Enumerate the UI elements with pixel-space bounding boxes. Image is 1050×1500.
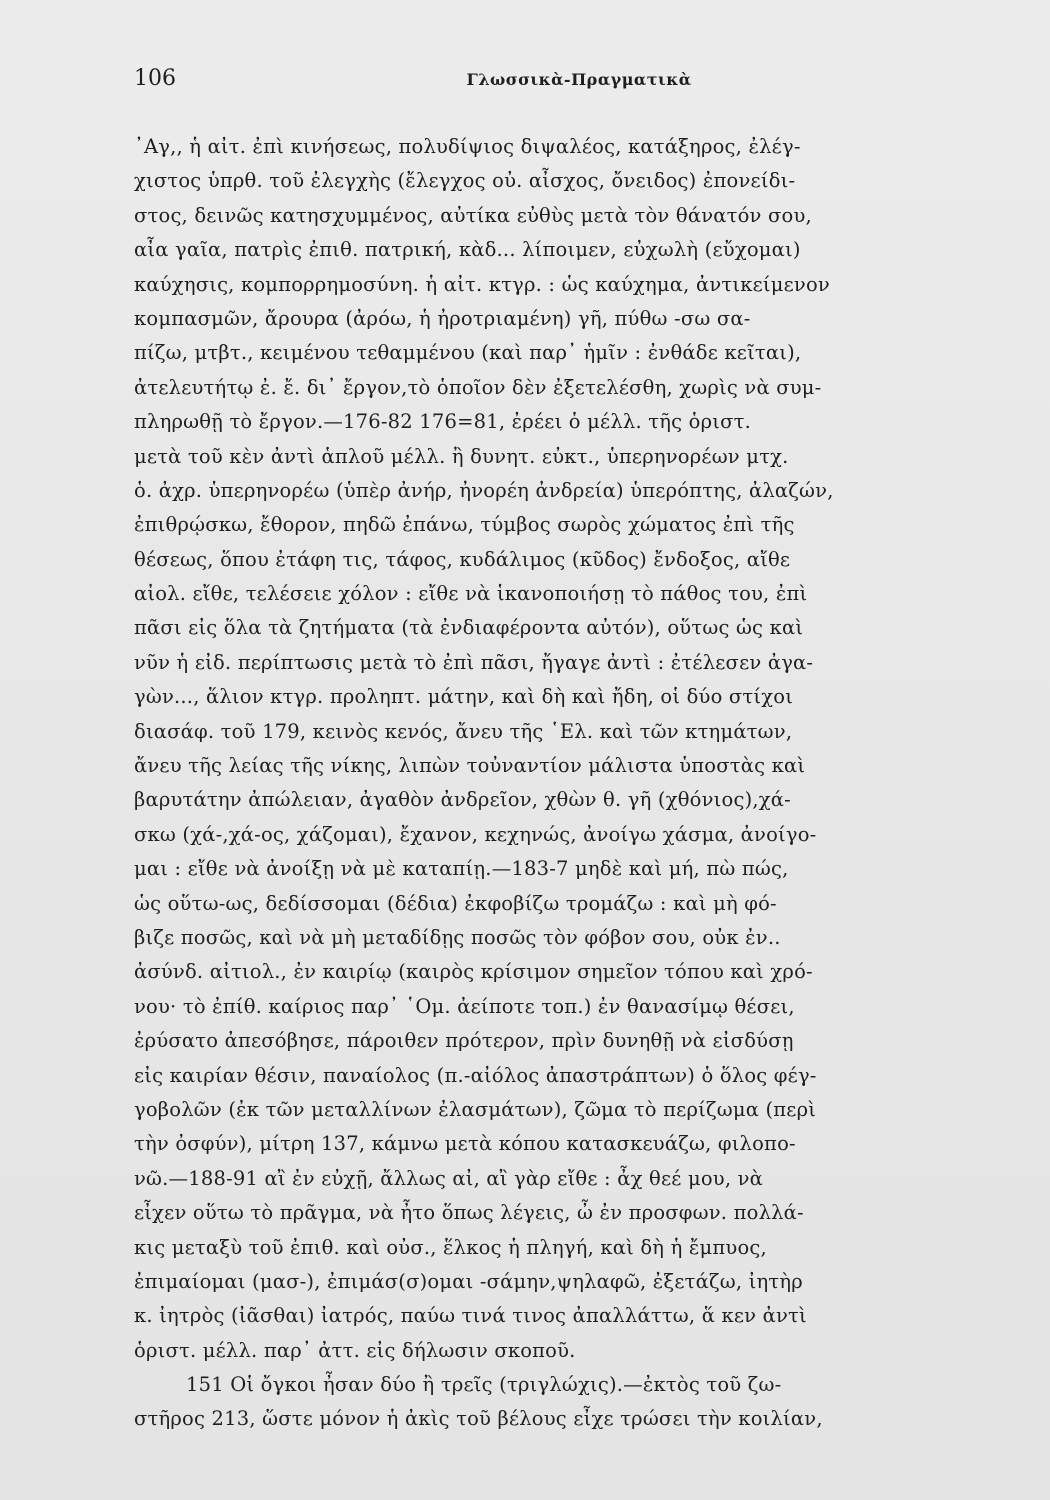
text-line: στος, δεινῶς κατησχυμμένος, αὐτίκα εὐθὺς μετὰ τὸν θάνατόν σου, — [134, 203, 812, 227]
text-line: σκω (χά-,χά-ος, χάζομαι), ἔχανον, κεχηνώς, ἀνοίγω χάσμα, ἀνοίγο- — [134, 822, 817, 846]
text-line: πληρωθῇ τὸ ἔργον.—176-82 176=81, ἐρέει ὁ μέλλ. τῆς ὁριστ. — [134, 410, 751, 434]
text-line: ᾿Αγ,, ἡ αἰτ. ἐπὶ κινήσεως, πολυδίψιος διψαλέος, κατάξηρος, ἐλέγ- — [134, 135, 801, 158]
page-number: 106 — [134, 66, 176, 91]
text-line: αἶα γαῖα, πατρὶς ἐπιθ. πατρική, κὰδ... λίποιμεν, εὐχωλὴ (εὔχομαι) — [134, 238, 801, 262]
text-line: ἀσύνδ. αἰτιολ., ἐν καιρίῳ (καιρὸς κρίσιμον σημεῖον τόπου καὶ χρό- — [134, 960, 813, 984]
running-title: Γλωσσικὰ-Πραγματικὰ — [466, 70, 692, 89]
text-line: ἀτελευτήτῳ ἐ. ἔ. δι᾿ ἔργον,τὸ ὁποῖον δὲν ἐξετελέσθη, χωρὶς νὰ συμ- — [134, 375, 822, 399]
text-line: νῦν ἡ εἰδ. περίπτωσις μετὰ τὸ ἐπὶ πᾶσι, ἤγαγε ἀντὶ : ἐτέλεσεν ἀγα- — [134, 650, 814, 674]
text-line: ἐρύσατο ἀπεσόβησε, πάροιθεν πρότερον, πρὶν δυνηθῇ νὰ εἰσδύσῃ — [134, 1029, 794, 1053]
text-line: εἶχεν οὕτω τὸ πρᾶγμα, νὰ ἦτο ὅπως λέγεις, ὦ ἐν προσφων. πολλά- — [134, 1201, 804, 1225]
commentary-body — [134, 130, 1034, 1437]
text-line: εἰς καιρίαν θέσιν, παναίολος (π.-αἰόλος ἀπαστράπτων) ὁ ὅλος φέγ- — [134, 1063, 817, 1087]
text-line: καύχησις, κομπορρημοσύνη. ἡ αἰτ. κτγρ. : ὡς καύχημα, ἀντικείμενον — [134, 272, 830, 296]
text-line: μαι : εἴθε νὰ ἀνοίξῃ νὰ μὲ καταπίῃ.—183-7 μηδὲ καὶ μή, πὼ πώς, — [134, 857, 789, 881]
text-line: ὁ. ἀχρ. ὑπερηνορέω (ὑπὲρ ἀνήρ, ἠνορέη ἀνδρεία) ὑπερόπτης, ἀλαζών, — [134, 478, 834, 502]
text-line: μετὰ τοῦ κὲν ἀντὶ ἁπλοῦ μέλλ. ἢ δυνητ. εὐκτ., ὑπερηνορέων μτχ. — [134, 444, 789, 468]
text-line: αἰολ. εἴθε, τελέσειε χόλον : εἴθε νὰ ἱκανοποιήσῃ τὸ πάθος του, ἐπὶ — [134, 582, 808, 606]
text-line: θέσεως, ὅπου ἐτάφη τις, τάφος, κυδάλιμος (κῦδος) ἔνδοξος, αἴθε — [134, 547, 791, 571]
page-header — [134, 66, 1034, 106]
text-line: κις μεταξὺ τοῦ ἐπιθ. καὶ οὐσ., ἕλκος ἡ πληγή, καὶ δὴ ἡ ἔμπυος, — [134, 1235, 767, 1259]
text-line: στῆρος 213, ὥστε μόνον ἡ ἀκὶς τοῦ βέλους εἶχε τρώσει τὴν κοιλίαν, — [134, 1407, 823, 1431]
text-line: γοβολῶν (ἐκ τῶν μεταλλίνων ἐλασμάτων), ζῶμα τὸ περίζωμα (περὶ — [134, 1097, 817, 1121]
text-line: κομπασμῶν, ἄρουρα (ἀρόω, ἡ ἠροτριαμένη) γῆ, πύθω -σω σα- — [134, 306, 751, 330]
text-line: νῶ.—188-91 αἲ ἐν εὐχῇ, ἄλλως αἰ, αἲ γὰρ εἴθε : ἆχ θεέ μου, νὰ — [134, 1166, 764, 1190]
text-line: κ. ἰητρὸς (ἰᾶσθαι) ἰατρός, παύω τινά τινος ἀπαλλάττω, ἅ κεν ἀντὶ — [134, 1304, 807, 1328]
text-line: χιστος ὑπρθ. τοῦ ἐλεγχὴς (ἔλεγχος οὐ. αἶσχος, ὄνειδος) ἐπονείδι- — [134, 169, 796, 193]
text-line: ὁριστ. μέλλ. παρ᾿ ἀττ. εἰς δήλωσιν σκοποῦ. — [134, 1338, 576, 1362]
text-line: ὡς οὕτω-ως, δεδίσσομαι (δέδια) ἐκφοβίζω τρομάζω : καὶ μὴ φό- — [134, 891, 777, 915]
text-line: γὼν..., ἅλιον κτγρ. προληπτ. μάτην, καὶ δὴ καὶ ἤδη, οἱ δύο στίχοι — [134, 685, 794, 709]
text-line: 151 Οἱ ὄγκοι ἦσαν δύο ἢ τρεῖς (τριγλώχις).—ἐκτὸς τοῦ ζω- — [186, 1373, 782, 1397]
text-line: νου· τὸ ἐπίθ. καίριος παρ᾿ ῾Ομ. ἀείποτε τοπ.) ἐν θανασίμῳ θέσει, — [134, 994, 795, 1018]
text-line: πίζω, μτβτ., κειμένου τεθαμμένου (καὶ παρ᾿ ἡμῖν : ἐνθάδε κεῖται), — [134, 341, 802, 365]
text-line: βαρυτάτην ἀπώλειαν, ἀγαθὸν ἀνδρεῖον, χθὼν θ. γῆ (χθόνιος),χά- — [134, 788, 791, 812]
text-line: διασάφ. τοῦ 179, κεινὸς κενός, ἄνευ τῆς ῾Ελ. καὶ τῶν κτημάτων, — [134, 719, 793, 743]
text-line: τὴν ὀσφύν), μίτρη 137, κάμνω μετὰ κόπου κατασκευάζω, φιλοπο- — [134, 1132, 796, 1156]
text-line: ἐπιμαίομαι (μασ-), ἐπιμάσ(σ)ομαι -σάμην,ψηλαφῶ, ἐξετάζω, ἰητὴρ — [134, 1269, 803, 1293]
text-line: ἄνευ τῆς λείας τῆς νίκης, λιπὼν τοὐναντίον μάλιστα ὑποστὰς καὶ — [134, 754, 806, 778]
text-line: βιζε ποσῶς, καὶ νὰ μὴ μεταδίδῃς ποσῶς τὸν φόβον σου, οὐκ ἐν.. — [134, 925, 781, 949]
text-line: ἐπιθρῴσκω, ἔθορον, πηδῶ ἐπάνω, τύμβος σωρὸς χώματος ἐπὶ τῆς — [134, 513, 795, 537]
text-line: πᾶσι εἰς ὅλα τὰ ζητήματα (τὰ ἐνδιαφέροντα αὐτόν), οὕτως ὡς καὶ — [134, 616, 804, 640]
